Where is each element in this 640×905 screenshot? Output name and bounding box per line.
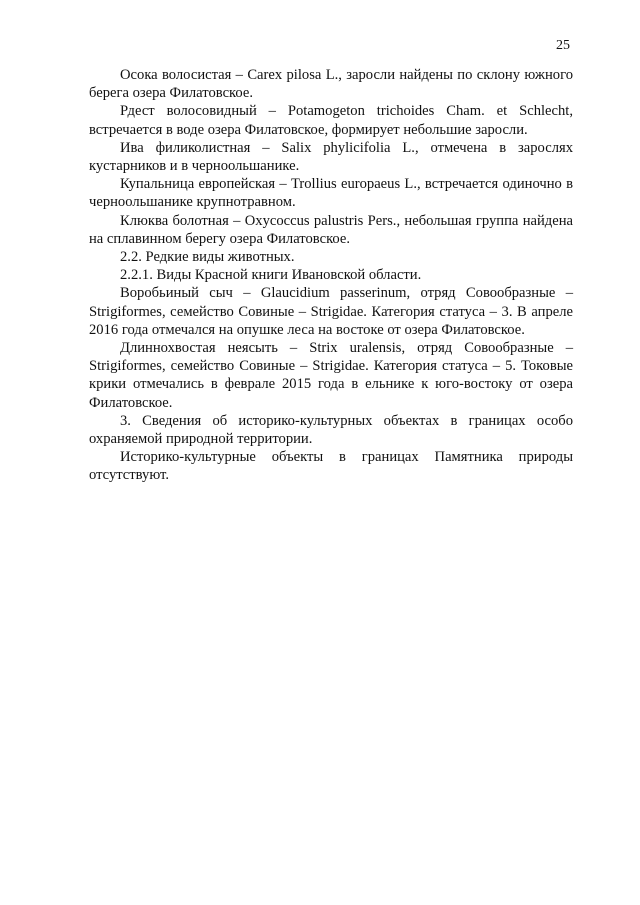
paragraph-carex-pilosa: Осока волосистая – Carex pilosa L., заросли найдены по склону южного берега озера Филатовское. bbox=[89, 67, 573, 102]
section-heading-rare-animals: 2.2. Редкие виды животных. bbox=[120, 249, 295, 266]
document-body bbox=[89, 66, 573, 485]
page-number: 25 bbox=[556, 38, 570, 53]
paragraph-glaucidium: Воробьиный сыч – Glaucidium passerinum, отряд Совообразные – Strigiformes, семейство Совиные – Strigidae. Категория статуса – 3. В апреле 2016 года отмечался на опушке леса на востоке от озера Филатовское. bbox=[89, 285, 573, 338]
paragraph-potamogeton: Рдест волосовидный – Potamogeton trichoides Cham. et Schlecht, встречается в воде озера Филатовское, формирует небольшие заросли. bbox=[89, 103, 573, 138]
paragraph-oxycoccus: Клюква болотная – Oxycoccus palustris Pers., небольшая группа найдена на сплавинном берегу озера Филатовское. bbox=[89, 212, 573, 247]
subsection-heading-red-book: 2.2.1. Виды Красной книги Ивановской области. bbox=[120, 267, 422, 284]
paragraph-salix: Ива филиколистная – Salix phylicifolia L., отмечена в зарослях кустарников и в черноольшанике. bbox=[89, 139, 573, 175]
paragraph-cultural-objects-absent: Историко-культурные объекты в границах Памятника природы отсутствуют. bbox=[89, 449, 573, 484]
paragraph-trollius: Купальница европейская – Trollius europaeus L., встречается одиночно в черноольшанике крупнотравном. bbox=[89, 176, 573, 211]
paragraph-strix: Длиннохвостая неясыть – Strix uralensis, отряд Совообразные – Strigiformes, семейство Совиные – Strigidae. Категория статуса – 5. Токовые крики отмечались в феврале 2015 года в ельнике к юго-востоку от озера Филатовское. bbox=[89, 340, 573, 411]
section-heading-cultural-objects: 3. Сведения об историко-культурных объектах в границах особо охраняемой природной территории. bbox=[89, 412, 573, 448]
